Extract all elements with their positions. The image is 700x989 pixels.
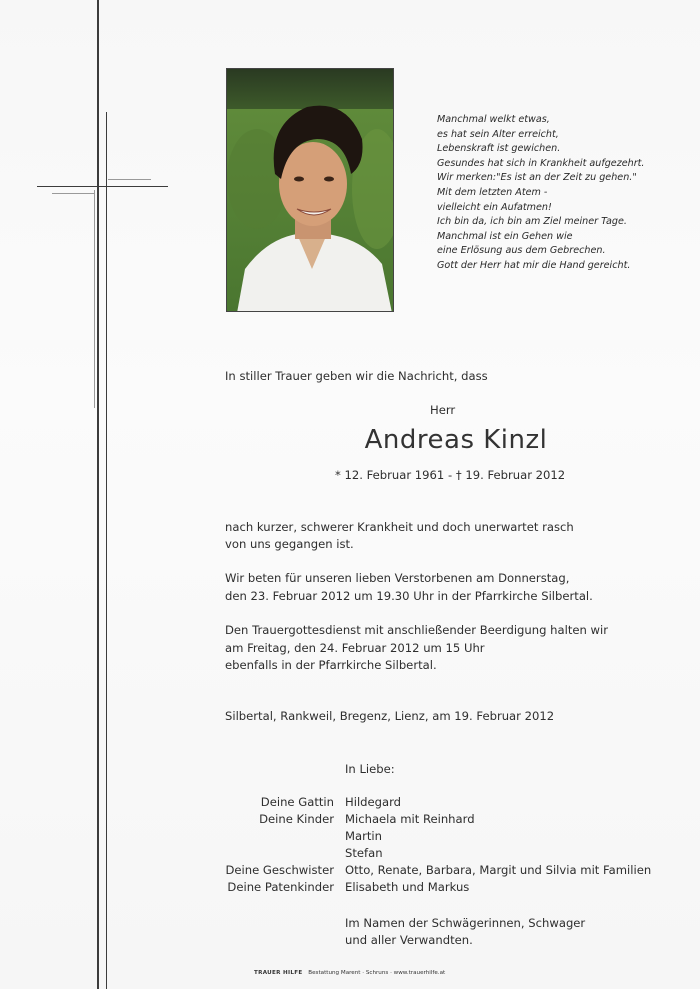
- cross-vertical-line-second: [106, 112, 107, 989]
- cross-horizontal-line-short: [108, 179, 151, 180]
- paragraph-line: ebenfalls in der Pfarrkirche Silbertal.: [225, 658, 437, 672]
- poem-line: Ich bin da, ich bin am Ziel meiner Tage.: [437, 216, 627, 228]
- portrait-photo: [226, 68, 394, 312]
- in-liebe-heading: In Liebe:: [345, 762, 395, 776]
- paragraph-line: den 23. Februar 2012 um 19.30 Uhr in der Pfarrkirche Silbertal.: [225, 589, 593, 603]
- deceased-name: Andreas Kinzl: [364, 425, 548, 455]
- place-and-date: Silbertal, Rankweil, Bregenz, Lienz, am 19. Februar 2012: [225, 709, 555, 723]
- footer-text: Bestattung Marent · Schruns · www.trauerhilfe.at: [308, 970, 446, 976]
- footer-brand: TRAUER HILFE: [254, 970, 303, 976]
- closing-line: Im Namen der Schwägerinnen, Schwager: [345, 916, 586, 930]
- paragraph-line: nach kurzer, schwerer Krankheit und doch unerwartet rasch: [225, 520, 574, 534]
- relative-gattin: Hildegard: [345, 795, 402, 809]
- intro-text: In stiller Trauer geben wir die Nachricht, dass: [225, 369, 488, 383]
- poem-line: Lebenskraft ist gewichen.: [437, 143, 561, 155]
- poem-line: Mit dem letzten Atem -: [437, 186, 548, 198]
- poem-line: eine Erlösung aus dem Gebrechen.: [437, 245, 606, 257]
- salutation: Herr: [430, 403, 456, 417]
- relative-label-kinder: Deine Kinder: [259, 812, 334, 826]
- poem-line: Manchmal ist ein Gehen wie: [437, 230, 573, 242]
- poem: [437, 113, 687, 274]
- relative-label-patenkinder: Deine Patenkinder: [227, 880, 334, 894]
- cross-horizontal-line: [37, 186, 168, 187]
- paragraph-line: Wir beten für unseren lieben Verstorbenen am Donnerstag,: [225, 571, 570, 585]
- poem-line: Manchmal welkt etwas,: [437, 114, 550, 125]
- relative-label-geschwister: Deine Geschwister: [225, 863, 334, 877]
- poem-line: Gott der Herr hat mir die Hand gereicht.: [437, 259, 631, 271]
- paragraph-line: von uns gegangen ist.: [225, 537, 354, 551]
- life-dates: * 12. Februar 1961 - † 19. Februar 2012: [335, 468, 566, 482]
- portrait-photo-image: [227, 69, 394, 312]
- closing-line: und aller Verwandten.: [345, 933, 473, 947]
- relative-kinder: Martin: [345, 829, 382, 843]
- relative-label-gattin: Deine Gattin: [260, 795, 334, 809]
- cross-horizontal-line-lower: [52, 193, 95, 194]
- cross-vertical-line: [97, 0, 99, 989]
- paragraph-line: Den Trauergottesdienst mit anschließender Beerdigung halten wir: [225, 623, 609, 637]
- poem-line: es hat sein Alter erreicht,: [437, 128, 559, 140]
- poem-line: Gesundes hat sich in Krankheit aufgezehrt.: [437, 157, 645, 169]
- cross-shadow-line: [94, 190, 95, 408]
- poem-line: Wir merken:"Es ist an der Zeit zu gehen.": [437, 172, 637, 184]
- relative-geschwister: Otto, Renate, Barbara, Margit und Silvia mit Familien: [345, 863, 652, 877]
- relative-kinder: Stefan: [345, 846, 383, 860]
- footer: [254, 970, 445, 976]
- relative-kinder: Michaela mit Reinhard: [345, 812, 475, 826]
- poem-line: vielleicht ein Aufatmen!: [437, 201, 552, 213]
- relative-patenkinder: Elisabeth und Markus: [345, 880, 470, 894]
- paragraph-line: am Freitag, den 24. Februar 2012 um 15 Uhr: [225, 641, 485, 655]
